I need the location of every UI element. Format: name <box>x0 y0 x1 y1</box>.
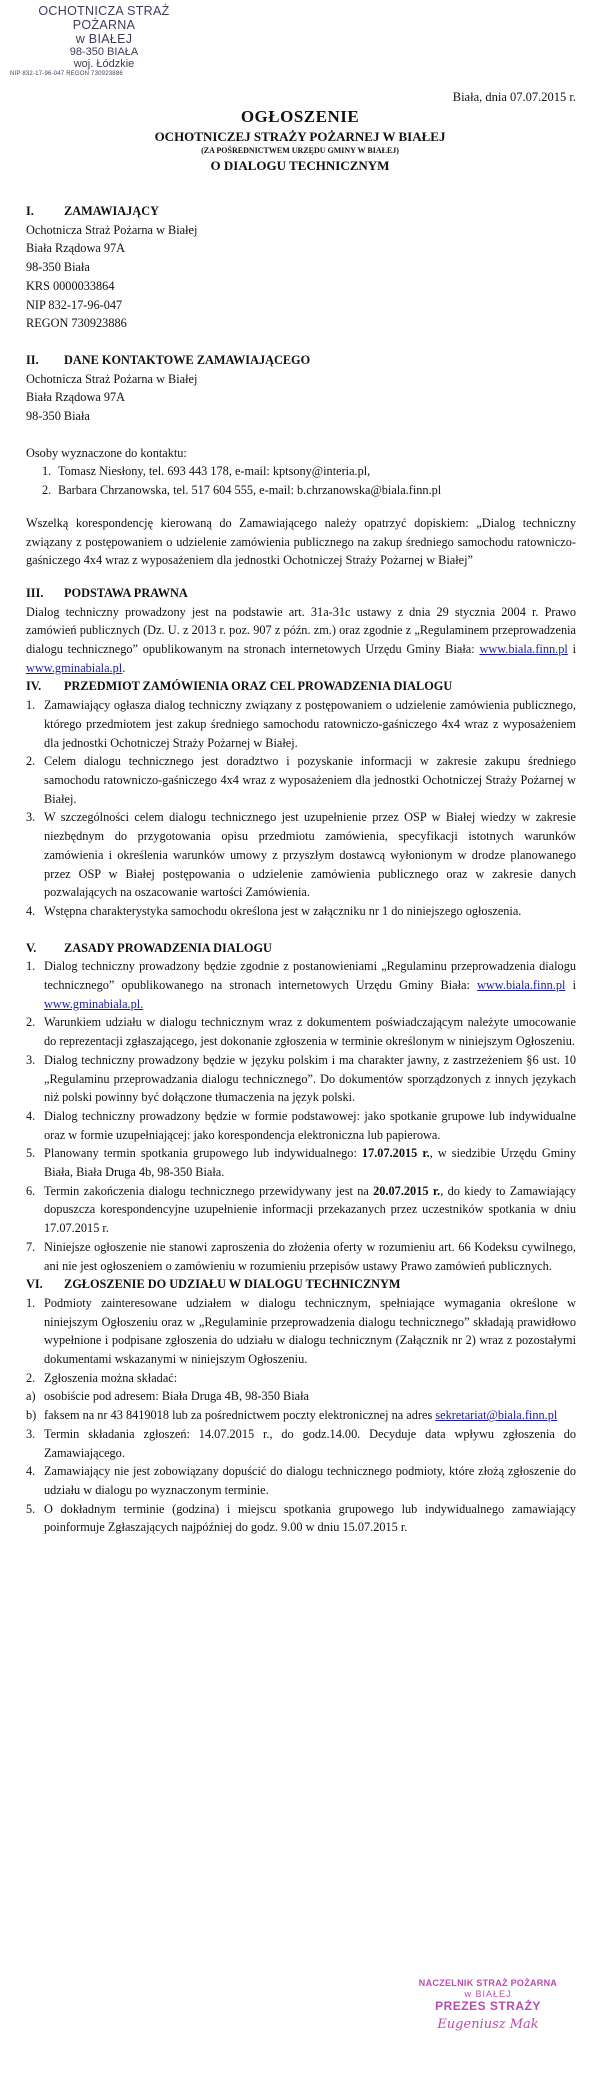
link-gminabiala[interactable]: www.gminabiala.pl. <box>44 996 144 1011</box>
section-title: DANE KONTAKTOWE ZAMAWIAJĄCEGO <box>64 352 311 367</box>
section-title: PRZEDMIOT ZAMÓWIENIA ORAZ CEL PROWADZENIA DIALOGU <box>64 679 453 694</box>
stamp-line: w BIAŁEJ <box>75 32 133 46</box>
section-number: I. <box>26 204 34 218</box>
stamp-line: OCHOTNICZA STRAŻ POŻARNA <box>38 4 170 32</box>
section-number: VI. <box>26 1277 43 1292</box>
legal-basis-text: Dialog techniczny prowadzony jest na podstawie art. 31a-31c ustawy z dnia 29 stycznia 2004 r. Prawo zamówień publicznych (Dz. U. z 2013 r. poz. 907 z późn. zm.) oraz zgodnie z „Regulaminem przeprowadzenia dialogu technicznego” opublikowanym na stronach internetowych Urzędu Gminy Biała: www.biala.finn.pl i www.gminabiala.pl. <box>26 604 576 675</box>
section-title: PODSTAWA PRAWNA <box>64 585 188 600</box>
section-title: ZGŁOSZENIE DO UDZIAŁU W DIALOGU TECHNICZNYM <box>64 1277 401 1292</box>
signature-name: Eugeniusz Mak <box>437 2017 539 2032</box>
link-biala-finn[interactable]: www.biala.finn.pl <box>479 642 568 657</box>
list-item: 1. Podmioty zainteresowane udziałem w dialogu technicznym, spełniające wymagania określone w niniejszym Ogłoszeniu oraz w „Regulaminie przeprowadzenia dialogu technicznego” składają prawidłowo wypełnione i podpisane zgłoszenia do udziału w dialogu technicznym (Załącznik nr 2) wraz z pozostałymi dokumentami wskazanymi w niniejszym Ogłoszeniu. <box>26 1295 576 1367</box>
list-item: a) osobiście pod adresem: Biała Druga 4B, 98-350 Biała <box>26 1389 310 1404</box>
list-item: 3. W szczególności celem dialogu technicznego jest uzupełnienie przez OSP w Białej wiedzy w zakresie niezbędnym do przygotowania opisu przedmiotu zamówienia, specyfikacji istotnych warunków zamówienia i określenia warunków umowy z przyszłym dostawcą wyłonionym w drodze planowanego przez OSP w Białej postępowania o udzielenie zamówienia publicznego oraz w zakresie danych pozwalających na oszacowanie wartości Zamówienia. <box>26 810 576 900</box>
meeting-date: 17.07.2015 r. <box>361 1146 430 1161</box>
list-item: 2. Warunkiem udziału w dialogu technicznym wraz z dokumentem poświadczającym należyte umocowanie do reprezentacji zgłaszającego, jest dokonanie zgłoszenia w terminie określonym w niniejszym Ogłoszeniu. <box>26 1015 576 1049</box>
address-line: Biała Rządowa 97A <box>26 241 126 256</box>
signature-line: PREZES STRAŻY <box>435 1999 541 2013</box>
link-biala-finn[interactable]: www.biala.finn.pl <box>477 978 566 993</box>
section-heading-3 <box>26 584 576 603</box>
document-subtitle-note: (ZA POŚREDNICTWEM URZĘDU GMINY W BIAŁEJ) <box>201 146 399 155</box>
list-item: 1. Tomasz Niesłony, tel. 693 443 178, e-mail: kptsony@interia.pl, <box>42 464 371 479</box>
stamp-line: 98-350 BIAŁA <box>69 46 139 58</box>
list-item: 6. Termin zakończenia dialogu technicznego przewidywany jest na 20.07.2015 r., do kiedy to Zamawiający dopuszcza korespondencyjne uzupełnienie informacji przekazanych przez uczestników spotkania w dniu 17.07.2015 r. <box>26 1183 576 1236</box>
document-title-block <box>0 106 600 174</box>
list-item: 4. Zamawiający nie jest zobowiązany dopuścić do dialogu technicznego podmioty, które złożą zgłoszenie do udziału w dialogu po wyznaczonym terminie. <box>26 1464 576 1497</box>
list-item: b) faksem na nr 43 8419018 lub za pośrednictwem poczty elektronicznej na adres sekretariat@biala.finn.pl <box>26 1408 558 1423</box>
section-heading-6 <box>26 1275 576 1294</box>
end-date: 20.07.2015 r. <box>373 1183 441 1198</box>
link-gminabiala[interactable]: www.gminabiala.pl <box>26 660 123 675</box>
correspondence-note: Wszelką korespondencję kierowaną do Zamawiającego należy opatrzyć dopiskiem: „Dialog techniczny związany z postępowaniem o udzielenie zamówienia publicznego na zakup średniego samochodu ratowniczo-gaśniczego 4x4 wraz z wyposażeniem dla jednostki Ochotniczej Straży Pożarnej w Białej” <box>26 515 576 568</box>
address-line: REGON 730923886 <box>26 316 127 331</box>
address-line: NIP 832-17-96-047 <box>26 297 123 312</box>
email-link[interactable]: sekretariat@biala.finn.pl <box>435 1408 558 1423</box>
address-line: 98-350 Biała <box>26 260 90 275</box>
address-line: Ochotnicza Straż Pożarna w Białej <box>26 371 198 386</box>
document-subtitle: OCHOTNICZEJ STRAŻY POŻARNEJ W BIAŁEJ <box>154 129 446 144</box>
contacts-intro: Osoby wyznaczone do kontaktu: <box>26 445 187 460</box>
document-title: OGŁOSZENIE <box>240 107 360 126</box>
signature-line: NACZELNIK STRAŻ POŻARNA <box>418 1978 558 1988</box>
list-item: 5. Planowany termin spotkania grupowego lub indywidualnego: 17.07.2015 r., w siedzibie Urzędu Gminy Biała, Biała Druga 4b, 98-350 Biała. <box>26 1146 576 1180</box>
document-subtitle: O DIALOGU TECHNICZNYM <box>210 158 390 173</box>
document-date: Biała, dnia 07.07.2015 r. <box>452 90 576 104</box>
section-title: ZASADY PROWADZENIA DIALOGU <box>64 940 272 955</box>
list-item: 2. Barbara Chrzanowska, tel. 517 604 555, e-mail: b.chrzanowska@biala.finn.pl <box>42 483 442 498</box>
signature-line: w BIAŁEJ <box>464 1989 512 1999</box>
stamp-line: woj. Łódzkie <box>73 58 135 70</box>
section-number: III. <box>26 585 44 600</box>
section-heading-5 <box>26 939 576 958</box>
section-number: V. <box>26 940 37 955</box>
section-number: IV. <box>26 679 42 694</box>
list-item: 1. Zamawiający ogłasza dialog techniczny związany z postępowaniem o udzielenie zamówienia publicznego, którego przedmiotem jest zakup średniego samochodu ratowniczo-gaśniczego 4x4 wraz z wyposażeniem dla jednostki Ochotniczej Straży Pożarnej w Białej. <box>26 698 576 750</box>
signature-stamp <box>413 1978 563 2033</box>
list-item: 2. Celem dialogu technicznego jest doradztwo i pozyskanie informacji w zakresie zakupu średniego samochodu ratowniczo-gaśniczego 4x4 wraz z wyposażeniem dla jednostki Ochotniczej Straży Pożarnej w Białej. <box>26 754 576 806</box>
section-title: ZAMAWIAJĄCY <box>64 204 159 218</box>
stamp-line: NIP 832-17-96-047 REGON 730923886 <box>10 71 123 77</box>
list-item: 2. Zgłoszenia można składać: <box>26 1370 178 1385</box>
contacts-list <box>26 462 576 499</box>
section-heading-4 <box>26 677 576 696</box>
list-item: 3. Termin składania zgłoszeń: 14.07.2015 r., do godz.14.00. Decyduje data wpływu zgłoszenia do Zamawiającego. <box>26 1426 576 1460</box>
list-item: 4. Wstępna charakterystyka samochodu określona jest w załączniku nr 1 do niniejszego ogłoszenia. <box>26 903 522 918</box>
section-heading-2 <box>26 351 576 370</box>
address-line: Biała Rządowa 97A <box>26 390 126 405</box>
list-item: 7. Niniejsze ogłoszenie nie stanowi zaproszenia do złożenia oferty w rozumieniu art. 66 Kodeksu cywilnego, ani nie jest ogłoszeniem o zamówieniu w rozumieniu przepisów ustawy Prawo zamówień publicznych. <box>26 1239 576 1273</box>
section-number: II. <box>26 352 39 367</box>
rules-list <box>26 957 576 1275</box>
address-line: Ochotnicza Straż Pożarna w Białej <box>26 222 198 237</box>
organization-stamp <box>6 4 202 78</box>
list-item: 5. O dokładnym terminie (godzina) i miejscu spotkania grupowego lub indywidualnego zamawiający poinformuje Zgłaszających najpóźniej do godz. 9.00 w dniu 15.07.2015 r. <box>26 1501 576 1535</box>
list-item: 1. Dialog techniczny prowadzony będzie zgodnie z postanowieniami „Regulaminu przeprowadzenia dialogu technicznego” opublikowanego na stronach internetowych Urzędu Gminy Biała: www.biala.finn.pl i www.gminabiala.pl. <box>26 959 576 1011</box>
list-item: 3. Dialog techniczny prowadzony będzie w języku polskim i ma charakter jawny, z zastrzeżeniem §6 ust. 10 „Regulaminu przeprowadzania dialogu technicznego”. Do dokumentów sporządzonych z innych językach niż polski powinny być dołączone tłumaczenia na język polski. <box>26 1052 576 1105</box>
document-body <box>26 202 576 1537</box>
address-line: KRS 0000033864 <box>26 278 115 293</box>
list-item: 4. Dialog techniczny prowadzony będzie w formie podstawowej: jako spotkanie grupowe lub indywidualne oraz w formie uzupełniającej: jako korespondencja elektroniczna lub papierowa. <box>26 1108 576 1142</box>
section-heading-1 <box>26 202 576 221</box>
subject-list <box>26 696 576 920</box>
registration-list <box>26 1294 576 1537</box>
address-line: 98-350 Biała <box>26 409 90 424</box>
